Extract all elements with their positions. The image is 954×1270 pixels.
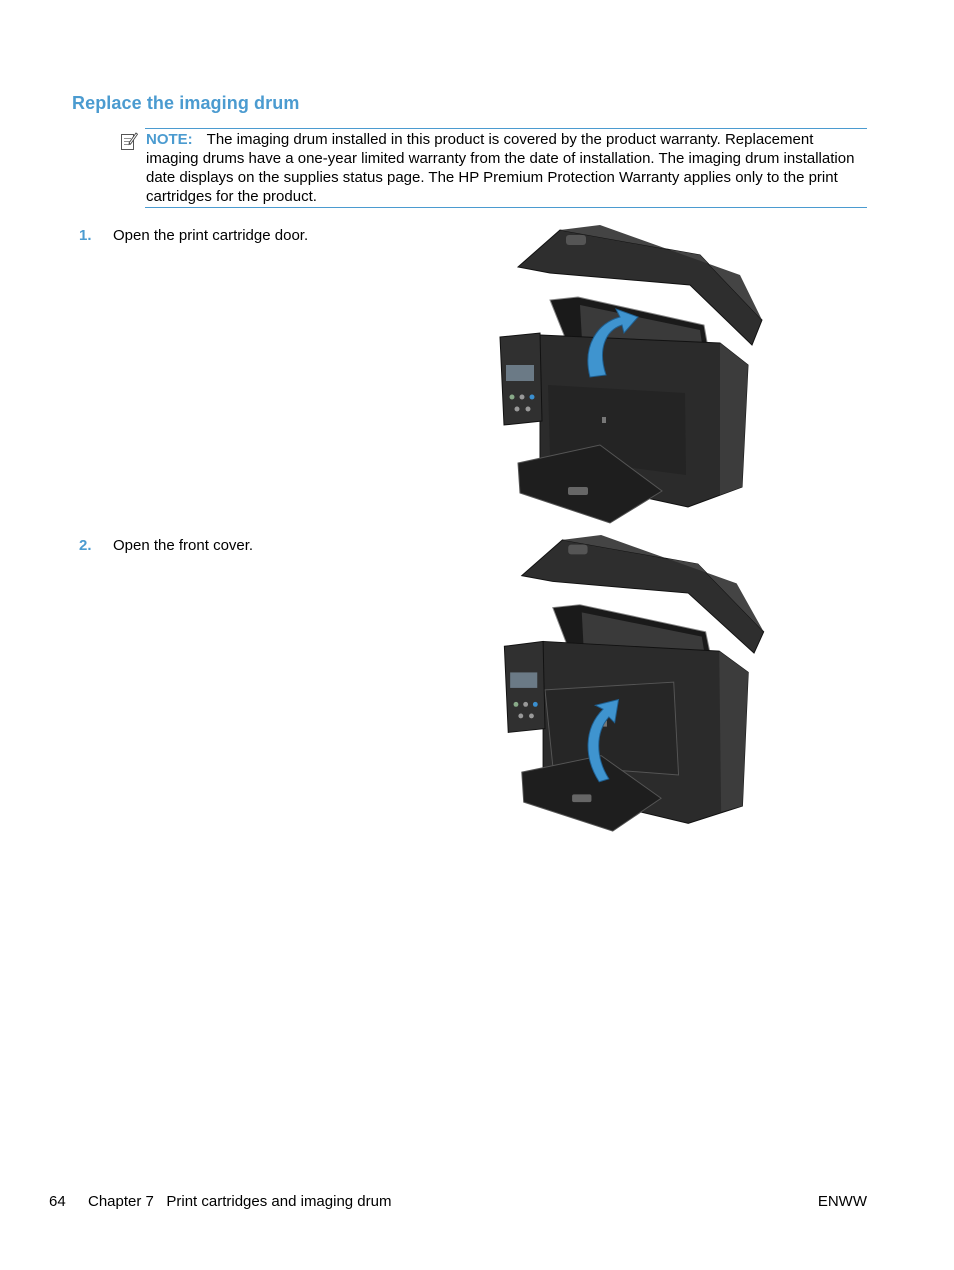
- step-number: 2.: [79, 537, 92, 554]
- printer-front-cover-open-illustration: [490, 535, 780, 835]
- note-top-rule: [145, 128, 867, 129]
- footer-locale: ENWW: [817, 1193, 867, 1210]
- note-body: The imaging drum installed in this product is covered by the product warranty. Replacement imaging drums have a one-year limited warranty from the date of installation. The imaging drum installation date displays on the supplies status page. The HP Premium Protection Warranty applies only to the print cartridges for the product.: [146, 131, 855, 205]
- step-text: Open the front cover.: [113, 537, 254, 554]
- note-pencil-icon: [120, 131, 138, 151]
- footer-page-number: 64: [49, 1193, 66, 1210]
- step-text: Open the print cartridge door.: [113, 227, 309, 244]
- note-block: [146, 130, 868, 206]
- footer-chapter: Chapter 7 Print cartridges and imaging drum: [88, 1193, 392, 1210]
- step-number: 1.: [79, 227, 92, 244]
- note-label: NOTE:: [146, 131, 193, 148]
- section-title: Replace the imaging drum: [72, 93, 300, 113]
- note-bottom-rule: [145, 207, 867, 208]
- printer-door-open-illustration: [490, 225, 780, 525]
